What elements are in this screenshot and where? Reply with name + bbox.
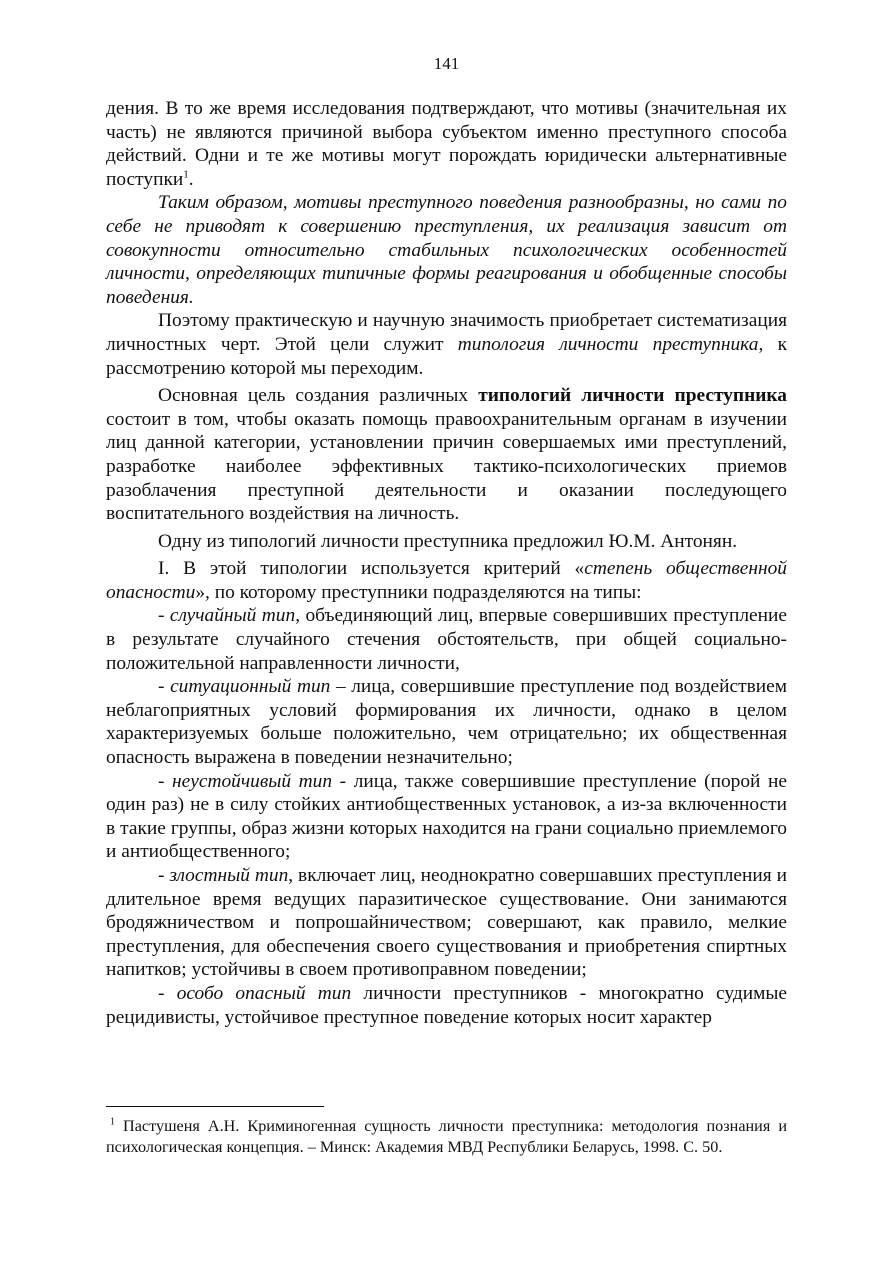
list-item-unstable-type: - неустойчивый тип - лица, также совершившие преступление (порой не один раз) не в силу стойких антиобщественных установок, а из-за включенности в такие группы, образ жизни которых находится на грани социально приемлемого и антиобщественного; bbox=[106, 770, 787, 863]
paragraph-6: I. В этой типологии используется критерий «степень общественной опасности», по которому преступники подразделяются на типы: bbox=[106, 558, 787, 603]
list-item-dangerous-type: - особо опасный тип личности преступников - многократно судимые рецидивисты, устойчивое преступное поведение которых носит характер bbox=[106, 982, 787, 1028]
paragraph-1: дения. В то же время исследования подтверждают, что мотивы (значительная их часть) не являются причиной выбора субъектом именно преступного способа действий. Одни и те же мотивы могут порождать юридически альтернативные поступки$^1$. bbox=[106, 98, 787, 190]
list-item-random-type: - случайный тип, объединяющий лиц, впервые совершивших преступление в результате случайного стечения обстоятельств, при общей социально-положительной направленности личности, bbox=[106, 605, 787, 674]
footnote-divider bbox=[106, 1106, 324, 1107]
paragraph-4: Основная цель создания различных типологий личности преступника состоит в том, чтобы оказать помощь правоохранительным органам в изучении лиц данной категории, установлении причин совершаемых ими преступлений, разработке наиболее эффективных тактико-психологических приемов разоблачения преступной деятельности и оказании последующего воспитательного воздействия на личность. bbox=[106, 385, 787, 525]
footnote-text: Пастушеня А.Н. Криминогенная сущность личности преступника: методология познания и психологическая концепция. – Минск: Академия МВД Республики Беларусь, 1998. С. 50. bbox=[106, 1117, 787, 1156]
page-number: 141 bbox=[433, 54, 460, 73]
footnote-ref[interactable]: 1 bbox=[183, 168, 189, 181]
body-text bbox=[106, 97, 787, 1029]
paragraph-5: Одну из типологий личности преступника предложил Ю.М. Антонян. bbox=[158, 530, 738, 552]
list-item-malicious-type: - злостный тип, включает лиц, неоднократно совершавших преступления и длительное время ведущих паразитическое существование. Они занимаются бродяжничеством и попрошайничеством; совершают, как правило, мелкие преступления, для обеспечения своего существования и приобретения спиртных напитков; устойчивы в своем противоправном поведении; bbox=[106, 865, 787, 981]
footnote-number: 1 bbox=[110, 1116, 115, 1128]
paragraph-3: Поэтому практическую и научную значимость приобретает систематизация личностных черт. Этой цели служит типология личности преступника, к рассмотрению которой мы переходим. bbox=[106, 310, 787, 379]
list-item-situational-type: - ситуационный тип – лица, совершившие преступление под воздействием неблагоприятных условий формирования их личности, однако в целом характеризуемых больше положительно, чем отрицательно; их общественная опасность выражена в поведении незначительно; bbox=[106, 676, 787, 769]
footnote bbox=[106, 1116, 787, 1157]
paragraph-2: Таким образом, мотивы преступного поведения разнообразны, но сами по себе не приводят к совершению преступления, их реализация зависит от совокупности относительно стабильных психологических особенностей личности, определяющих типичные формы реагирования и обобщенные способы поведения. bbox=[106, 192, 787, 308]
